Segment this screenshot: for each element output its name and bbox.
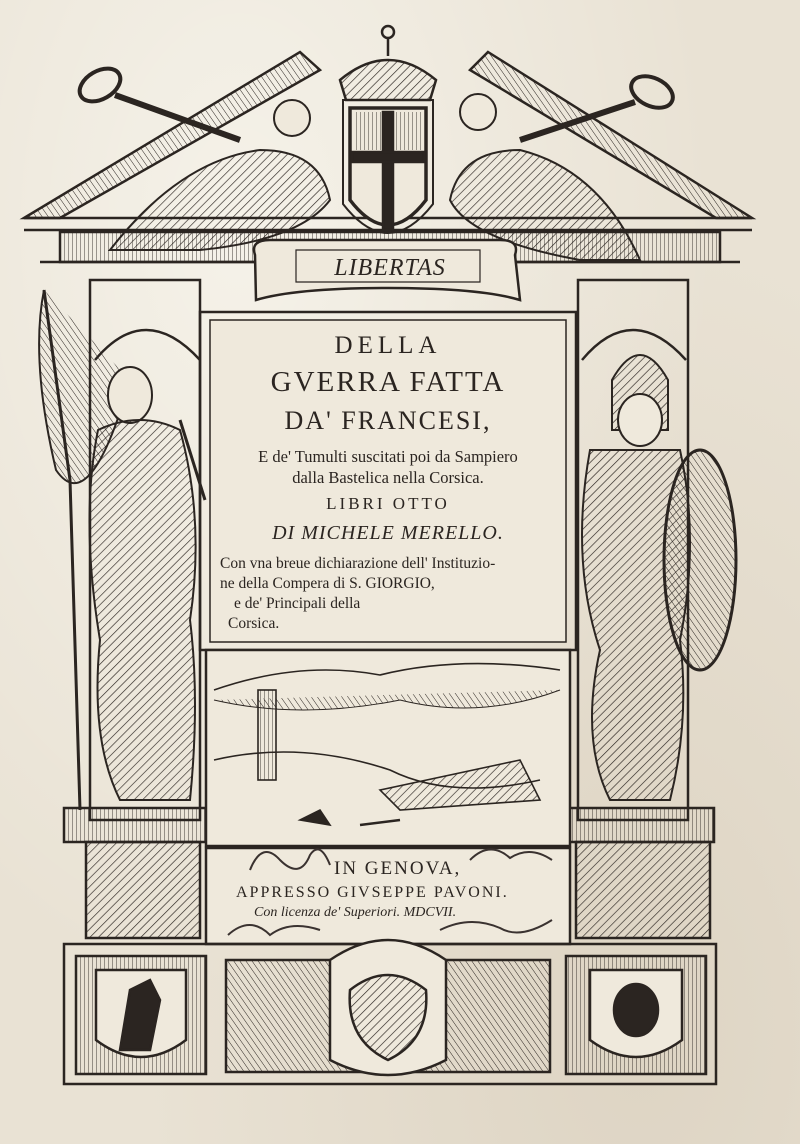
subtitle-line-1: E de' Tumulti suscitati poi da Sampiero (258, 447, 518, 466)
description (220, 554, 560, 634)
imprint-block (212, 848, 564, 938)
title-line-della: DELLA (334, 332, 442, 359)
subtitle-tumulti (212, 446, 564, 488)
description-line-1: Con vna breue dichiarazione dell' Instituzio- (220, 555, 496, 572)
harbor-view-icon (206, 650, 570, 846)
title-block (212, 322, 564, 640)
eagle-crest-icon (566, 956, 706, 1074)
description-line-3: e de' Principali della (234, 595, 361, 612)
banner-libertas: LIBERTAS (334, 255, 446, 281)
description-line-4: Corsica. (228, 615, 280, 632)
libri-otto: LIBRI OTTO (326, 494, 450, 513)
description-line-2: ne della Compera di S. GIORGIO, (220, 575, 435, 592)
crowned-shield-icon (340, 26, 436, 233)
imprint-city: IN GENOVA, (334, 858, 462, 879)
title-line-guerra: GVERRA FATTA (270, 366, 506, 398)
subtitle-line-2: dalla Bastelica nella Corsica. (292, 468, 484, 487)
author-line: DI MICHELE MERELLO. (272, 522, 504, 544)
imprint-license: Con licenza de' Superiori. MDCVII. (254, 905, 457, 920)
liberty-figure-icon (39, 290, 205, 810)
rampant-griffin-crest-icon (76, 956, 206, 1074)
imprint-printer: APPRESSO GIVSEPPE PAVONI. (236, 884, 509, 901)
title-line-francesi: DA' FRANCESI, (284, 406, 492, 435)
armored-soldier-icon (582, 355, 736, 800)
